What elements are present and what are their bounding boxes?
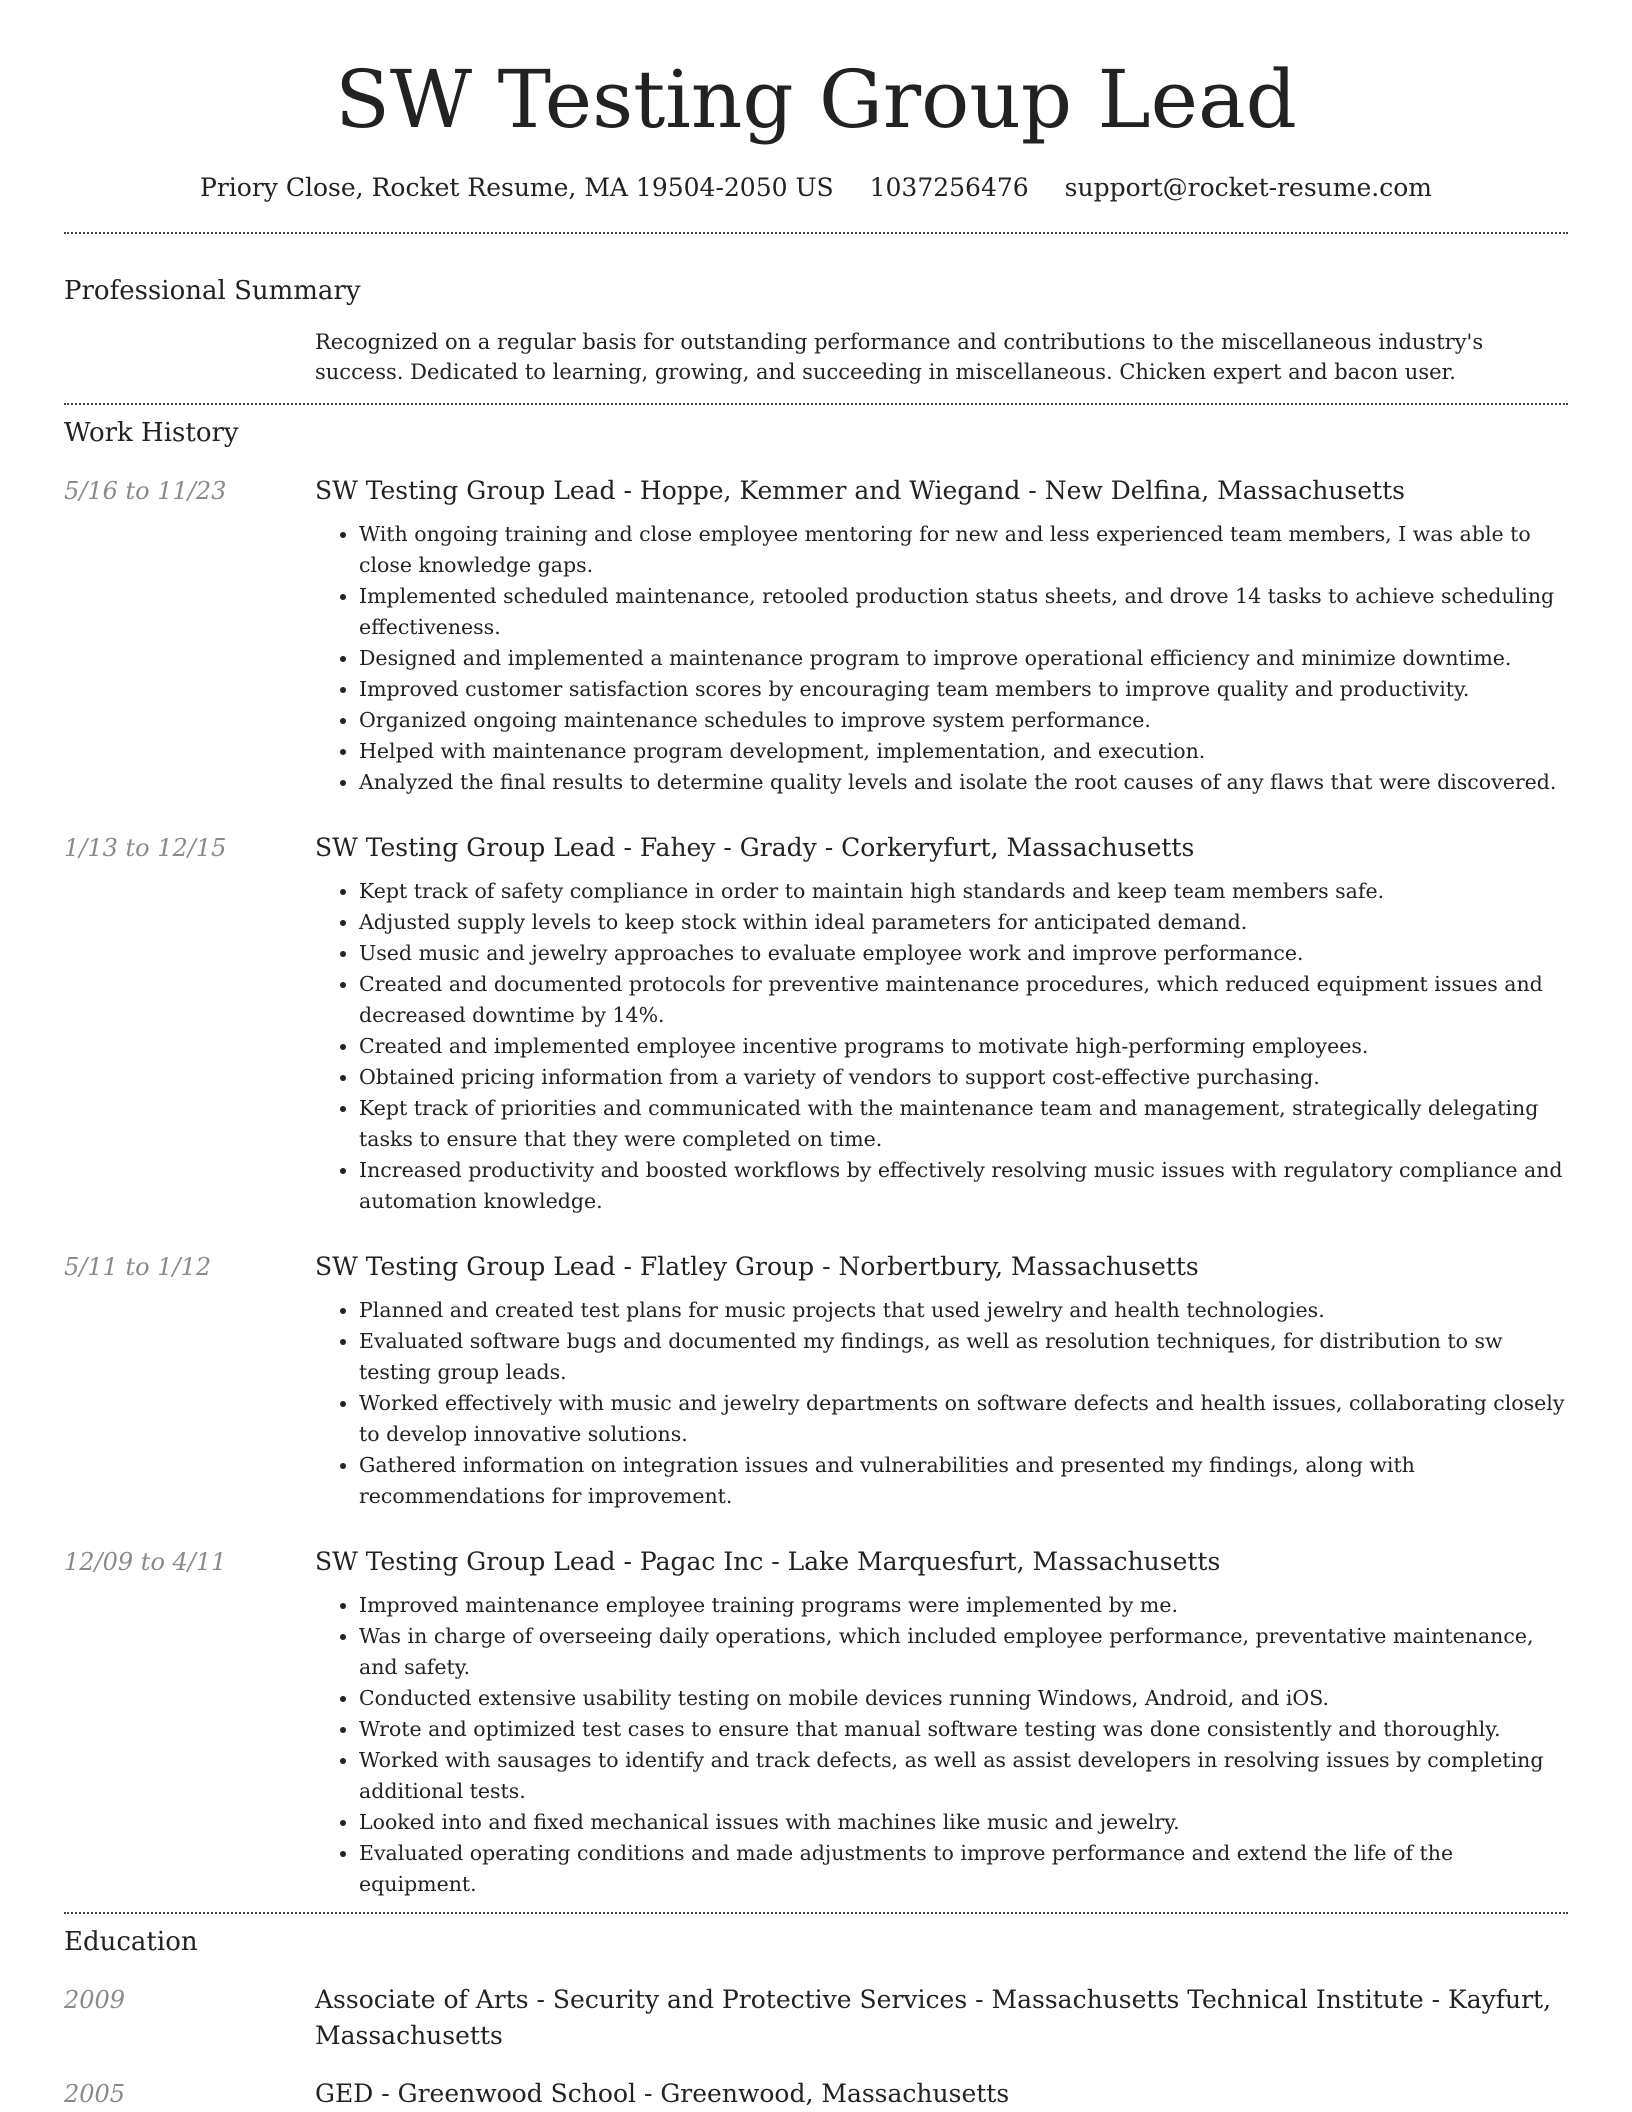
contact-email: support@rocket-resume.com — [1064, 173, 1432, 202]
job-heading: SW Testing Group Lead - Fahey - Grady - Corkeryfurt, Massachusetts — [315, 833, 1195, 862]
summary-text: Recognized on a regular basis for outstanding performance and contributions to the miscellaneous industry's success. Dedicated to learning, growing, and succeeding in miscellaneous. Chicken expert and bacon user. — [315, 330, 1484, 384]
job-bullet: • Obtained pricing information from a variety of vendors to support cost-effective purchasing. — [359, 1062, 1568, 1093]
job-heading: SW Testing Group Lead - Pagac Inc - Lake Marquesfurt, Massachusetts — [315, 1547, 1221, 1576]
job-bullet: • Created and implemented employee incentive programs to motivate high-performing employees. — [359, 1031, 1568, 1062]
job-bullet: • Wrote and optimized test cases to ensure that manual software testing was done consistently and thoroughly. — [359, 1714, 1568, 1745]
section-title-education: Education — [64, 1927, 198, 1957]
job-entry — [64, 1249, 1568, 1512]
job-bullets — [315, 1590, 1568, 1900]
job-bullets — [315, 519, 1568, 798]
job-bullet: • With ongoing training and close employee mentoring for new and less experienced team members, I was able to close knowledge gaps. — [359, 519, 1568, 581]
job-entry — [64, 473, 1568, 798]
section-title-summary: Professional Summary — [64, 276, 361, 306]
education-heading: Associate of Arts - Security and Protective Services - Massachusetts Technical Institute - Kayfurt, Massachusetts — [315, 1985, 1552, 2050]
job-bullet: • Planned and created test plans for music projects that used jewelry and health technologies. — [359, 1295, 1568, 1326]
section-title-work-history: Work History — [64, 418, 239, 448]
job-bullet: • Gathered information on integration issues and vulnerabilities and presented my findings, along with recommendations for improvement. — [359, 1450, 1568, 1512]
contact-phone: 1037256476 — [869, 173, 1029, 202]
job-bullet: • Worked effectively with music and jewelry departments on software defects and health issues, collaborating closely to develop innovative solutions. — [359, 1388, 1568, 1450]
education-year: 2005 — [64, 2080, 126, 2108]
job-bullet: • Kept track of priorities and communicated with the maintenance team and management, strategically delegating tasks to ensure that they were completed on time. — [359, 1093, 1568, 1155]
job-heading: SW Testing Group Lead - Hoppe, Kemmer and Wiegand - New Delfina, Massachusetts — [315, 476, 1405, 505]
job-dates: 12/09 to 4/11 — [64, 1548, 227, 1576]
divider — [64, 232, 1568, 234]
job-bullet: • Looked into and fixed mechanical issues with machines like music and jewelry. — [359, 1807, 1568, 1838]
job-bullet: • Adjusted supply levels to keep stock within ideal parameters for anticipated demand. — [359, 907, 1568, 938]
job-bullet: • Organized ongoing maintenance schedules to improve system performance. — [359, 705, 1568, 736]
education-entry — [64, 1982, 1568, 2054]
job-dates: 5/11 to 1/12 — [64, 1253, 212, 1281]
job-dates: 5/16 to 11/23 — [64, 477, 227, 505]
job-bullet: • Worked with sausages to identify and track defects, as well as assist developers in resolving issues by completing additional tests. — [359, 1745, 1568, 1807]
education-year: 2009 — [64, 1986, 126, 2014]
job-bullet: • Evaluated operating conditions and made adjustments to improve performance and extend the life of the equipment. — [359, 1838, 1568, 1900]
job-bullet: • Used music and jewelry approaches to evaluate employee work and improve performance. — [359, 938, 1568, 969]
education-entry — [64, 2076, 1568, 2112]
contact-address: Priory Close, Rocket Resume, MA 19504-2050 US — [200, 173, 834, 202]
resume-page — [64, 0, 1568, 2112]
job-bullets — [315, 1295, 1568, 1512]
job-bullet: • Implemented scheduled maintenance, retooled production status sheets, and drove 14 tasks to achieve scheduling effectiveness. — [359, 581, 1568, 643]
resume-name: SW Testing Group Lead — [335, 53, 1297, 146]
job-bullet: • Kept track of safety compliance in order to maintain high standards and keep team members safe. — [359, 876, 1568, 907]
job-bullet: • Improved maintenance employee training programs were implemented by me. — [359, 1590, 1568, 1621]
contact-line — [64, 170, 1568, 206]
job-bullet: • Designed and implemented a maintenance program to improve operational efficiency and minimize downtime. — [359, 643, 1568, 674]
job-bullet: • Increased productivity and boosted workflows by effectively resolving music issues with regulatory compliance and automation knowledge. — [359, 1155, 1568, 1217]
divider — [64, 403, 1568, 405]
job-bullets — [315, 876, 1568, 1217]
job-bullet: • Helped with maintenance program development, implementation, and execution. — [359, 736, 1568, 767]
job-dates: 1/13 to 12/15 — [64, 834, 227, 862]
job-entry — [64, 830, 1568, 1217]
job-bullet: • Conducted extensive usability testing on mobile devices running Windows, Android, and iOS. — [359, 1683, 1568, 1714]
job-entry — [64, 1544, 1568, 1900]
job-bullet: • Evaluated software bugs and documented my findings, as well as resolution techniques, for distribution to sw testing group leads. — [359, 1326, 1568, 1388]
divider — [64, 1912, 1568, 1914]
job-bullet: • Analyzed the final results to determine quality levels and isolate the root causes of any flaws that were discovered. — [359, 767, 1568, 798]
job-bullet: • Created and documented protocols for preventive maintenance procedures, which reduced equipment issues and decreased downtime by 14%. — [359, 969, 1568, 1031]
education-heading: GED - Greenwood School - Greenwood, Massachusetts — [315, 2079, 1010, 2108]
job-bullet: • Was in charge of overseeing daily operations, which included employee performance, preventative maintenance, and safety. — [359, 1621, 1568, 1683]
job-bullet: • Improved customer satisfaction scores by encouraging team members to improve quality and productivity. — [359, 674, 1568, 705]
job-heading: SW Testing Group Lead - Flatley Group - Norbertbury, Massachusetts — [315, 1252, 1199, 1281]
